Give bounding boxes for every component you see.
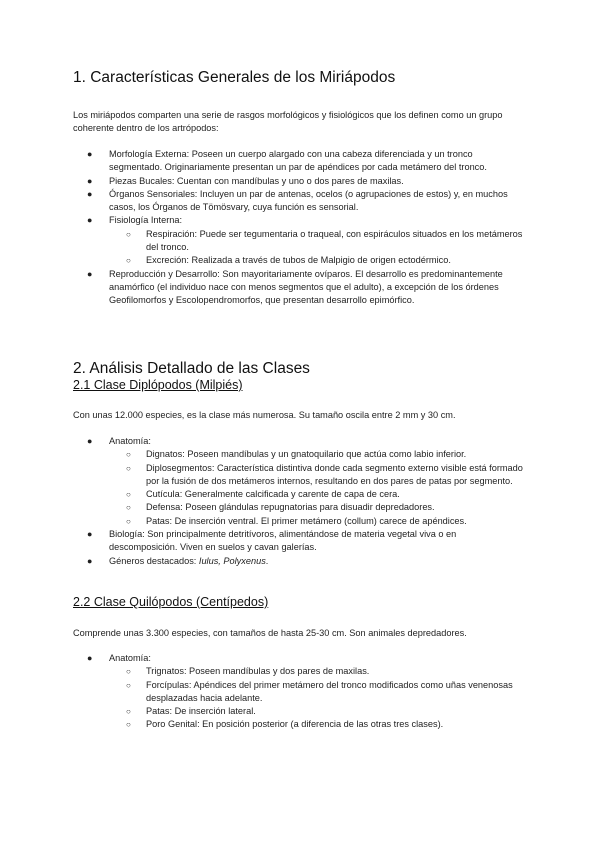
diplopodos-list (73, 435, 523, 568)
bullet-icon: ● (87, 175, 93, 186)
sublist-item: ○ Defensa: Poseen glándulas repugnatorias para disuadir depredadores. (109, 501, 523, 514)
list-item: ● Piezas Bucales: Cuentan con mandíbulas y uno o dos pares de maxilas. (73, 175, 523, 188)
circle-bullet-icon: ○ (126, 503, 131, 513)
diplopodos-anatomia-sublist (109, 448, 523, 528)
bullet-icon: ● (87, 653, 93, 663)
sublist-item: ○ Poro Genital: En posición posterior (a diferencia de las otras tres clases). (109, 718, 523, 731)
sublist-item: ○ Respiración: Puede ser tegumentaria o traqueal, con espiráculos situados en los metámeros del tronco. (126, 228, 523, 253)
quilopodos-anatomia-sublist (109, 665, 523, 731)
quilopodos-list (73, 652, 523, 732)
generos-names: Iulus, Polyxenus (198, 555, 266, 566)
circle-bullet-icon: ○ (126, 229, 131, 239)
sublist-item: ○ Excreción: Realizada a través de tubos de Malpigio de origen ectodérmico. (109, 254, 523, 267)
bullet-icon: ● (87, 215, 93, 226)
sublist-item: ○ Diplosegmentos: Característica distintiva donde cada segmento externo visible está formado por la fusión de dos metámeros internos, resultando en dos pares de patas por segmento. (126, 462, 523, 486)
section-2-title: 2. Análisis Detallado de las Clases (73, 360, 310, 377)
circle-bullet-icon: ○ (126, 450, 131, 460)
circle-bullet-icon: ○ (126, 707, 131, 717)
list-item: ● Anatomía: ○ Trignatos: Poseen mandíbulas y dos pares de maxilas. ○ Forcípulas: Apéndices del primer metámero del tronco modificados como uñas venenosas desplazadas hacia adelante. ○ Patas: De inserción lateral. ○ Poro Genital: En posición posterior (a diferencia de las otras tres clases). (73, 652, 523, 732)
section-1-list (73, 148, 523, 308)
bullet-icon: ● (87, 436, 93, 446)
list-item: ● Anatomía: ○ Dignatos: Poseen mandíbulas y un gnatoquilario que actúa como labio inferior. ○ Diplosegmentos: Característica distintiva donde cada segmento externo visible está formado por la fusión de dos metámeros internos, resultando en dos pares de patas por segmento. ○ Cutícula: Generalmente calcificada y carente de capa de cera. ○ Defensa: Poseen glándulas repugnatorias para disuadir depredadores. ○ Patas: De inserción ventral. El primer metámero (collum) carece de apéndices. (73, 435, 523, 528)
sublist-item: ○ Trignatos: Poseen mandíbulas y dos pares de maxilas. (109, 665, 523, 678)
list-item: ● Reproducción y Desarrollo: Son mayoritariamente ovíparos. El desarrollo es predominantemente anamórfico (el individuo nace con menos segmentos que el adulto), a excepción de los órdenes Geofilomorfos y Escolopendromorfos, que presentan desarrollo epimórfico. (87, 268, 503, 306)
circle-bullet-icon: ○ (126, 720, 131, 730)
bullet-icon: ● (87, 529, 93, 540)
circle-bullet-icon: ○ (126, 516, 131, 526)
fisiologia-sublist (109, 228, 523, 268)
list-item: ● Géneros destacados: Iulus, Polyxenus. (73, 555, 523, 568)
circle-bullet-icon: ○ (126, 463, 131, 473)
bullet-icon: ● (87, 555, 93, 566)
quilopodos-intro: Comprende unas 3.300 especies, con tamaños de hasta 25-30 cm. Son animales depredadores. (73, 628, 467, 638)
sublist-item: ○ Patas: De inserción ventral. El primer metámero (collum) carece de apéndices. (109, 515, 523, 528)
bullet-icon: ● (87, 268, 93, 279)
quilopodos-title: 2.2 Clase Quilópodos (Centípedos) (73, 595, 269, 609)
sublist-item: ○ Cutícula: Generalmente calcificada y carente de capa de cera. (109, 488, 523, 501)
bullet-icon: ● (87, 149, 93, 159)
circle-bullet-icon: ○ (126, 256, 131, 266)
list-item: ● Fisiología Interna: ○ Respiración: Puede ser tegumentaria o traqueal, con espiráculos situados en los metámeros del tronco. ○ Excreción: Realizada a través de tubos de Malpigio de origen ectodérmico. (73, 214, 523, 267)
list-item: ● Biología: Son principalmente detritívoros, alimentándose de materia vegetal viva o en descomposición. Viven en suelos y cavan galerías. (87, 529, 457, 553)
sublist-item: ○ Forcípulas: Apéndices del primer metámero del tronco modificados como uñas venenosas desplazadas hacia adelante. (126, 679, 513, 703)
circle-bullet-icon: ○ (126, 667, 131, 677)
circle-bullet-icon: ○ (126, 680, 131, 690)
section-1-intro: Los miriápodos comparten una serie de rasgos morfológicos y fisiológicos que los definen como un grupo coherente dentro de los artrópodos: (73, 110, 503, 134)
sublist-item: ○ Patas: De inserción lateral. (109, 705, 523, 718)
circle-bullet-icon: ○ (126, 490, 131, 500)
bullet-icon: ● (87, 188, 93, 199)
diplopodos-intro: Con unas 12.000 especies, es la clase más numerosa. Su tamaño oscila entre 2 mm y 30 cm. (73, 410, 456, 420)
sublist-item: ○ Dignatos: Poseen mandíbulas y un gnatoquilario que actúa como labio inferior. (109, 448, 523, 461)
diplopodos-title: 2.1 Clase Diplópodos (Milpiés) (73, 378, 243, 392)
list-item: ● Órganos Sensoriales: Incluyen un par de antenas, ocelos (o agrupaciones de estos) y, en muchos casos, los Órganos de Tömösvary, cuya función es sensorial. (87, 188, 508, 213)
list-item: ● Morfología Externa: Poseen un cuerpo alargado con una cabeza diferenciada y un tronco segmentado. Originariamente presentan un par de apéndices por cada metámero del tronco. (87, 149, 487, 173)
section-1-title: 1. Características Generales de los Miriápodos (73, 69, 396, 86)
